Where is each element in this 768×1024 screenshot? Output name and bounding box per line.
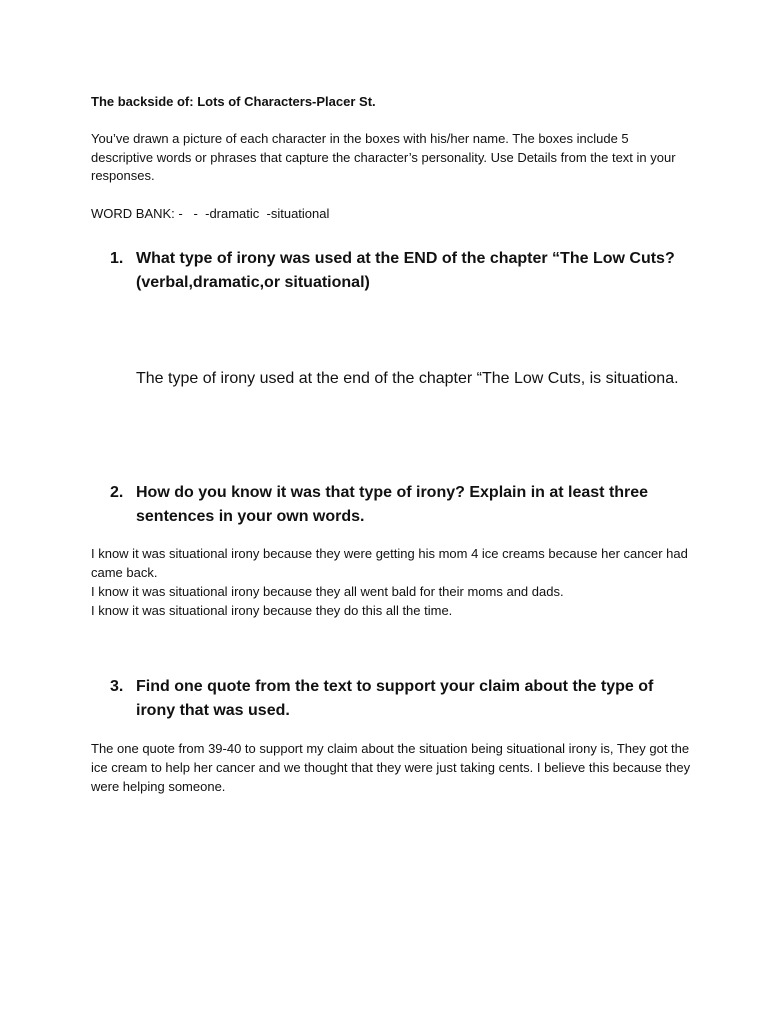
- answer-line: I know it was situational irony because they all went bald for their moms and dads.: [91, 584, 564, 599]
- question-text: What type of irony was used at the END of the chapter “The Low Cuts?: [136, 250, 675, 267]
- answer-line: I know it was situational irony because they were getting his mom 4 ice creams because her cancer had came back.: [91, 546, 688, 580]
- question-options: (verbal,dramatic,or situational): [136, 273, 370, 291]
- question-2: [110, 481, 690, 528]
- question-3: [110, 675, 690, 722]
- question-1: [110, 247, 690, 294]
- question-number: 2.: [110, 484, 124, 501]
- question-number: 3.: [110, 678, 124, 695]
- answer-3: The one quote from 39-40 to support my claim about the situation being situational irony is, They got the ice cream to help her cancer and we thought that they were just taking cents. I believe this because they were helping someone.: [91, 741, 691, 794]
- intro-paragraph: You’ve drawn a picture of each character in the boxes with his/her name. The boxes include 5 descriptive words or phrases that capture the character’s personality. Use Details from the text in your responses.: [91, 131, 676, 183]
- answer-1: The type of irony used at the end of the chapter “The Low Cuts, is situationa.: [136, 370, 679, 387]
- answer-line: I know it was situational irony because they do this all the time.: [91, 603, 453, 618]
- answer-2: [91, 544, 691, 620]
- word-bank: WORD BANK: - - -dramatic -situational: [91, 206, 330, 221]
- document-title: The backside of: Lots of Characters-Placer St.: [91, 94, 376, 109]
- question-number: 1.: [110, 250, 124, 267]
- question-text: How do you know it was that type of irony? Explain in at least three sentences in your own words.: [136, 484, 649, 525]
- question-text: Find one quote from the text to support your claim about the type of irony that was used.: [136, 678, 654, 719]
